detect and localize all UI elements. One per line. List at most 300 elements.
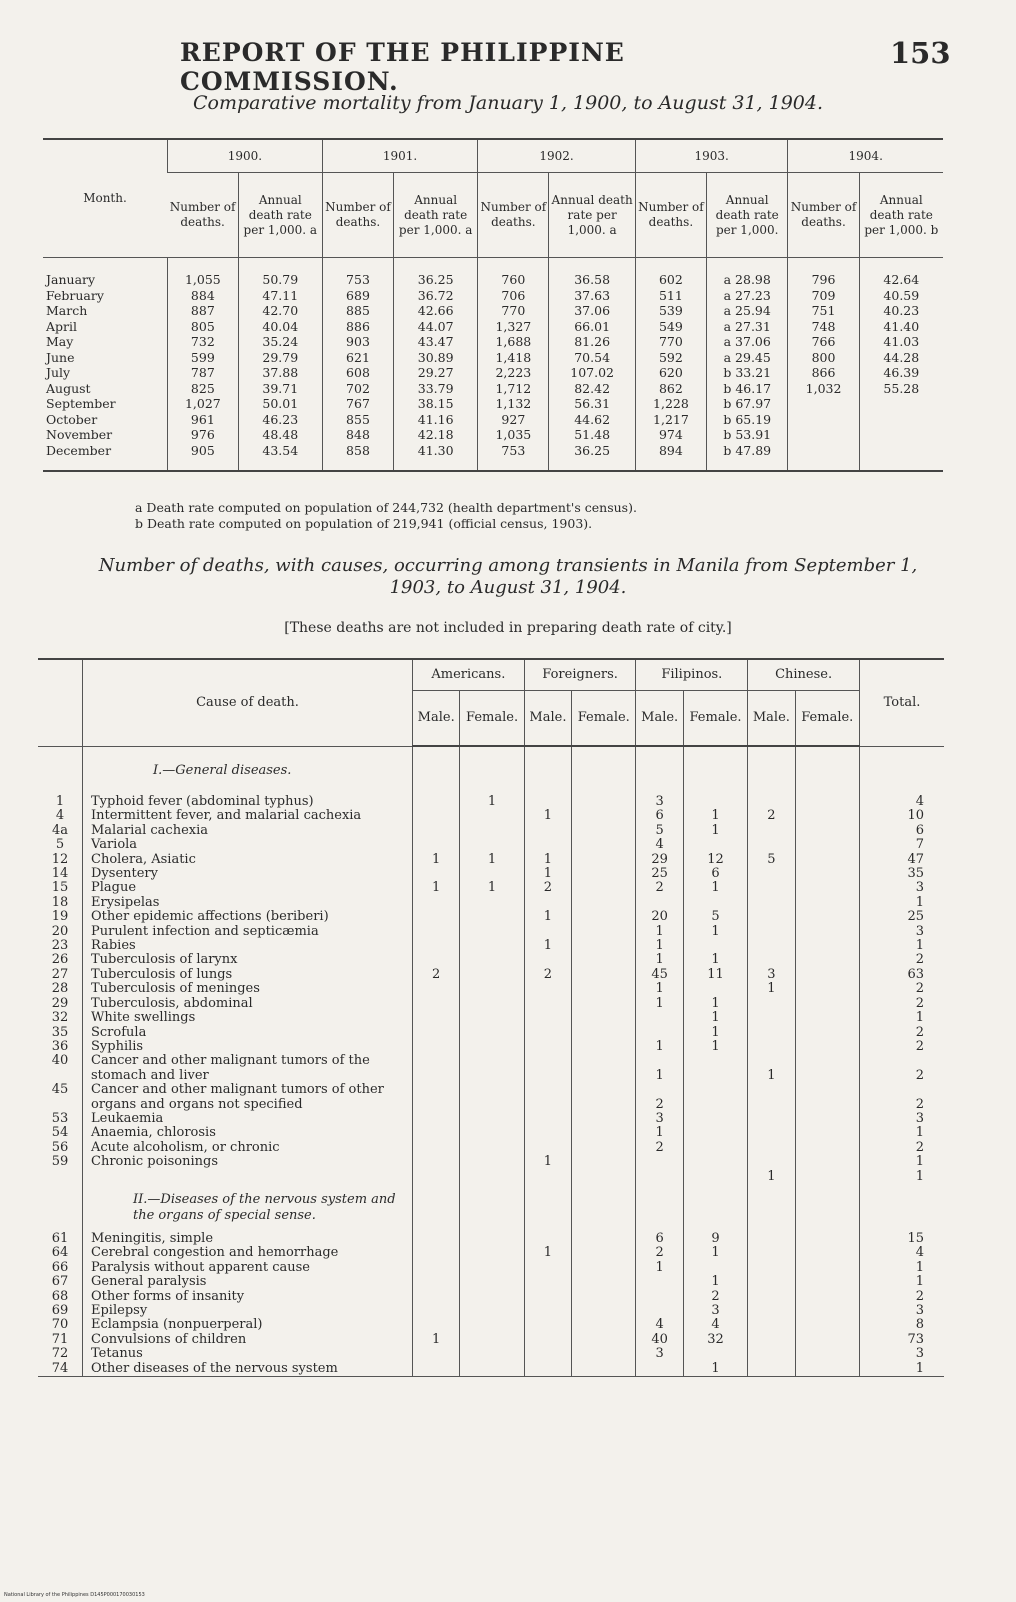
- deaths-header: Number of deaths.: [478, 173, 549, 258]
- count-cell: [460, 1347, 524, 1361]
- cause-name: Other forms of insanity: [83, 1290, 413, 1304]
- total-cell: 2: [860, 953, 945, 967]
- count-cell: [413, 1246, 460, 1260]
- value-cell: 42.18: [394, 427, 478, 443]
- empty-cell: [524, 1184, 571, 1232]
- count-cell: [413, 1155, 460, 1169]
- row-number: 1: [55, 794, 65, 809]
- count-cell: 29: [636, 853, 683, 867]
- count-cell: 1: [636, 982, 683, 996]
- count-cell: 2: [636, 1083, 683, 1112]
- table-row: [38, 925, 944, 939]
- value-cell: 42.64: [859, 258, 943, 288]
- count-cell: [413, 925, 460, 939]
- count-cell: [572, 1141, 636, 1155]
- count-cell: [572, 1040, 636, 1054]
- count-cell: [795, 1318, 859, 1332]
- count-cell: [524, 1112, 571, 1126]
- count-cell: [572, 953, 636, 967]
- value-cell: [788, 412, 859, 428]
- total-cell: 4: [860, 795, 945, 809]
- value-cell: 46.23: [238, 412, 322, 428]
- count-cell: [460, 982, 524, 996]
- count-cell: [683, 982, 747, 996]
- count-cell: [413, 1126, 460, 1140]
- count-cell: [795, 853, 859, 867]
- row-number: 53: [51, 1110, 69, 1126]
- month-cell: August: [46, 380, 91, 396]
- row-number: 36: [51, 1038, 69, 1054]
- cause-name: Intermittent fever, and malarial cachexia: [83, 809, 413, 823]
- count-cell: 2: [524, 968, 571, 982]
- value-cell: 1,712: [478, 381, 549, 397]
- total-cell: 47: [860, 853, 945, 867]
- value-cell: 40.23: [859, 303, 943, 319]
- count-cell: 1: [413, 853, 460, 867]
- count-cell: 1: [636, 997, 683, 1011]
- value-cell: 56.31: [549, 396, 635, 412]
- table-row: [38, 982, 944, 996]
- count-cell: [795, 1155, 859, 1169]
- month-cell: January: [46, 272, 96, 288]
- value-cell: [859, 427, 943, 443]
- value-cell: 511: [635, 288, 706, 304]
- count-cell: [795, 838, 859, 852]
- count-cell: [460, 824, 524, 838]
- value-cell: a 25.94: [707, 303, 788, 319]
- section-row: [38, 746, 944, 795]
- value-cell: 38.15: [394, 396, 478, 412]
- row-number: [38, 746, 83, 795]
- count-cell: [413, 1261, 460, 1275]
- cause-name: Epilepsy: [83, 1304, 413, 1318]
- value-cell: 848: [322, 427, 393, 443]
- group-header: Foreigners.: [524, 659, 636, 691]
- value-cell: 787: [168, 365, 239, 381]
- count-cell: [524, 1290, 571, 1304]
- value-cell: b 53.91: [707, 427, 788, 443]
- count-cell: [748, 1261, 795, 1275]
- value-cell: 894: [635, 443, 706, 472]
- value-cell: b 33.21: [707, 365, 788, 381]
- count-cell: [795, 809, 859, 823]
- count-cell: 4: [636, 1318, 683, 1332]
- count-cell: [795, 1333, 859, 1347]
- count-cell: [460, 838, 524, 852]
- value-cell: 862: [635, 381, 706, 397]
- value-cell: 1,418: [478, 350, 549, 366]
- table-row: [38, 968, 944, 982]
- cause-name: Tetanus: [83, 1347, 413, 1361]
- count-cell: [683, 838, 747, 852]
- count-cell: [572, 1304, 636, 1318]
- count-cell: [795, 1083, 859, 1112]
- count-cell: 3: [748, 968, 795, 982]
- count-cell: [460, 867, 524, 881]
- count-cell: [413, 1112, 460, 1126]
- count-cell: [795, 1290, 859, 1304]
- count-cell: 1: [683, 1040, 747, 1054]
- row-number: 40: [51, 1053, 69, 1069]
- value-cell: 39.71: [238, 381, 322, 397]
- value-cell: 33.79: [394, 381, 478, 397]
- count-cell: [524, 1054, 571, 1083]
- value-cell: 592: [635, 350, 706, 366]
- empty-cell: [795, 746, 859, 795]
- count-cell: [524, 1261, 571, 1275]
- count-cell: [460, 910, 524, 924]
- count-cell: [413, 838, 460, 852]
- cause-name: Variola: [83, 838, 413, 852]
- value-cell: 46.39: [859, 365, 943, 381]
- count-cell: 5: [748, 853, 795, 867]
- count-cell: [413, 1054, 460, 1083]
- count-cell: [460, 939, 524, 953]
- value-cell: 35.24: [238, 334, 322, 350]
- deaths-header: Number of deaths.: [322, 173, 393, 258]
- count-cell: [748, 1011, 795, 1025]
- value-cell: 50.01: [238, 396, 322, 412]
- total-cell: 2: [860, 1040, 945, 1054]
- count-cell: [413, 1318, 460, 1332]
- count-cell: [748, 1083, 795, 1112]
- value-cell: 608: [322, 365, 393, 381]
- count-cell: [795, 1362, 859, 1377]
- count-cell: [413, 1170, 460, 1184]
- cause-name: Syphilis: [83, 1040, 413, 1054]
- table-row: [38, 939, 944, 953]
- count-cell: [748, 1318, 795, 1332]
- cause-name: Tuberculosis of lungs: [83, 968, 413, 982]
- count-cell: [413, 824, 460, 838]
- value-cell: a 27.31: [707, 319, 788, 335]
- value-cell: 855: [322, 412, 393, 428]
- cause-name: Paralysis without apparent cause: [83, 1261, 413, 1275]
- value-cell: 866: [788, 365, 859, 381]
- rate-header: Annual death rate per 1,000. a: [549, 173, 635, 258]
- value-cell: 82.42: [549, 381, 635, 397]
- empty-cell: [683, 746, 747, 795]
- total-cell: 6: [860, 824, 945, 838]
- count-cell: 9: [683, 1232, 747, 1246]
- count-cell: [524, 1011, 571, 1025]
- value-cell: 1,327: [478, 319, 549, 335]
- rate-header: Annual death rate per 1,000.: [707, 173, 788, 258]
- row-number: 28: [51, 981, 69, 997]
- count-cell: [636, 1275, 683, 1289]
- count-cell: 1: [524, 809, 571, 823]
- row-number: 20: [51, 923, 69, 939]
- count-cell: [795, 997, 859, 1011]
- row-number: 67: [51, 1274, 69, 1290]
- count-cell: 1: [683, 997, 747, 1011]
- total-cell: 2: [860, 1141, 945, 1155]
- table-row: [43, 319, 943, 335]
- count-cell: [524, 1232, 571, 1246]
- count-cell: [748, 925, 795, 939]
- value-cell: 887: [168, 303, 239, 319]
- row-number: 23: [51, 938, 69, 954]
- female-header: Female.: [460, 691, 524, 747]
- count-cell: [460, 1054, 524, 1083]
- count-cell: [413, 1141, 460, 1155]
- count-cell: [572, 968, 636, 982]
- count-cell: [748, 838, 795, 852]
- row-number: 29: [51, 995, 69, 1011]
- count-cell: [683, 939, 747, 953]
- count-cell: [795, 881, 859, 895]
- table-row: [38, 1141, 944, 1155]
- page-number: 153: [890, 36, 951, 70]
- count-cell: [460, 1011, 524, 1025]
- count-cell: [572, 809, 636, 823]
- count-cell: [524, 1362, 571, 1377]
- count-cell: [683, 1083, 747, 1112]
- table-row: [38, 1112, 944, 1126]
- section-heading: II.—Diseases of the nervous system and the organs of special sense.: [83, 1184, 413, 1232]
- total-cell: 1: [860, 1155, 945, 1169]
- count-cell: [795, 1141, 859, 1155]
- count-cell: [413, 1275, 460, 1289]
- row-number: 5: [55, 837, 65, 853]
- value-cell: 751: [788, 303, 859, 319]
- value-cell: 1,688: [478, 334, 549, 350]
- count-cell: [748, 1304, 795, 1318]
- total-cell: 25: [860, 910, 945, 924]
- count-cell: [636, 896, 683, 910]
- count-cell: [572, 1026, 636, 1040]
- value-cell: 961: [168, 412, 239, 428]
- count-cell: [524, 1275, 571, 1289]
- value-cell: 29.79: [238, 350, 322, 366]
- male-header: Male.: [636, 691, 683, 747]
- female-header: Female.: [572, 691, 636, 747]
- male-header: Male.: [748, 691, 795, 747]
- value-cell: 37.63: [549, 288, 635, 304]
- count-cell: [748, 1040, 795, 1054]
- value-cell: b 47.89: [707, 443, 788, 472]
- count-cell: [460, 925, 524, 939]
- cause-name: Leukaemia: [83, 1112, 413, 1126]
- value-cell: [788, 396, 859, 412]
- table-row: [38, 896, 944, 910]
- count-cell: 6: [683, 867, 747, 881]
- count-cell: [572, 1246, 636, 1260]
- count-cell: [572, 881, 636, 895]
- count-cell: [572, 982, 636, 996]
- table-row: [38, 1054, 944, 1083]
- count-cell: [795, 1126, 859, 1140]
- table-row: [38, 867, 944, 881]
- table-row: [38, 853, 944, 867]
- value-cell: 884: [168, 288, 239, 304]
- value-cell: 760: [478, 258, 549, 288]
- count-cell: [572, 824, 636, 838]
- value-cell: 709: [788, 288, 859, 304]
- count-cell: [524, 982, 571, 996]
- count-cell: 3: [636, 1112, 683, 1126]
- row-number: 70: [51, 1317, 69, 1333]
- count-cell: [748, 1141, 795, 1155]
- value-cell: 770: [478, 303, 549, 319]
- footnote-a: a Death rate computed on population of 244,732 (health department's census).: [135, 500, 637, 515]
- table-row: [38, 1362, 944, 1377]
- value-cell: 2,223: [478, 365, 549, 381]
- count-cell: [748, 1347, 795, 1361]
- count-cell: [795, 1347, 859, 1361]
- value-cell: 107.02: [549, 365, 635, 381]
- count-cell: [636, 1011, 683, 1025]
- value-cell: 549: [635, 319, 706, 335]
- count-cell: [460, 1290, 524, 1304]
- count-cell: 25: [636, 867, 683, 881]
- value-cell: 42.70: [238, 303, 322, 319]
- count-cell: [460, 953, 524, 967]
- count-cell: [636, 1304, 683, 1318]
- value-cell: 43.54: [238, 443, 322, 472]
- empty-cell: [860, 746, 945, 795]
- total-cell: 8: [860, 1318, 945, 1332]
- value-cell: 81.26: [549, 334, 635, 350]
- count-cell: 3: [683, 1304, 747, 1318]
- cause-name: Cancer and other malignant tumors of other organs and organs not specified: [83, 1083, 413, 1112]
- table-row: [38, 1333, 944, 1347]
- value-cell: 753: [322, 258, 393, 288]
- value-cell: 621: [322, 350, 393, 366]
- count-cell: [460, 1246, 524, 1260]
- cause-name: Other epidemic affections (beriberi): [83, 910, 413, 924]
- empty-cell: [524, 746, 571, 795]
- count-cell: [636, 1026, 683, 1040]
- table-row: [43, 350, 943, 366]
- count-cell: [795, 1261, 859, 1275]
- value-cell: a 28.98: [707, 258, 788, 288]
- count-cell: [460, 1155, 524, 1169]
- value-cell: 748: [788, 319, 859, 335]
- count-cell: [683, 795, 747, 809]
- count-cell: [460, 968, 524, 982]
- value-cell: b 46.17: [707, 381, 788, 397]
- count-cell: [636, 1290, 683, 1304]
- cause-name: Convulsions of children: [83, 1333, 413, 1347]
- cause-name: Cholera, Asiatic: [83, 853, 413, 867]
- count-cell: [748, 953, 795, 967]
- month-cell: October: [46, 411, 98, 427]
- row-number: 27: [51, 966, 69, 982]
- count-cell: 45: [636, 968, 683, 982]
- count-cell: 1: [683, 1246, 747, 1260]
- value-cell: 1,228: [635, 396, 706, 412]
- count-cell: 1: [683, 953, 747, 967]
- table-row: [38, 1155, 944, 1169]
- count-cell: [460, 809, 524, 823]
- count-cell: [413, 867, 460, 881]
- deaths-header: Number of deaths.: [788, 173, 859, 258]
- count-cell: [572, 1347, 636, 1361]
- count-cell: 4: [636, 838, 683, 852]
- count-cell: [748, 1362, 795, 1377]
- count-cell: [413, 953, 460, 967]
- total-cell: 4: [860, 1246, 945, 1260]
- value-cell: 40.59: [859, 288, 943, 304]
- cause-name: Meningitis, simple: [83, 1232, 413, 1246]
- value-cell: 44.28: [859, 350, 943, 366]
- value-cell: 41.40: [859, 319, 943, 335]
- value-cell: 539: [635, 303, 706, 319]
- deaths-header: Number of deaths.: [168, 173, 239, 258]
- count-cell: 12: [683, 853, 747, 867]
- count-cell: [524, 953, 571, 967]
- table-row: [38, 953, 944, 967]
- count-cell: [413, 1232, 460, 1246]
- count-cell: [572, 1232, 636, 1246]
- cause-name: Dysentery: [83, 867, 413, 881]
- table-row: [38, 1083, 944, 1112]
- count-cell: [795, 939, 859, 953]
- count-cell: [795, 925, 859, 939]
- count-cell: [748, 1026, 795, 1040]
- value-cell: 974: [635, 427, 706, 443]
- table-row: [38, 1347, 944, 1361]
- row-number: 4: [55, 808, 65, 824]
- count-cell: [795, 1232, 859, 1246]
- count-cell: [413, 1347, 460, 1361]
- total-cell: 1: [860, 1170, 945, 1184]
- count-cell: [683, 1170, 747, 1184]
- month-cell: December: [43, 443, 168, 472]
- count-cell: [795, 1112, 859, 1126]
- total-cell: 2: [860, 1290, 945, 1304]
- cause-name: General paralysis: [83, 1275, 413, 1289]
- cause-name: [83, 1170, 413, 1184]
- causes-caption-line-1: Number of deaths, with causes, occurring among transients in Manila from September 1,: [98, 555, 918, 576]
- count-cell: [572, 1112, 636, 1126]
- value-cell: 858: [322, 443, 393, 472]
- row-number: [38, 1170, 83, 1184]
- table-row: [38, 1170, 944, 1184]
- count-cell: [572, 939, 636, 953]
- count-cell: [413, 997, 460, 1011]
- count-cell: [572, 1362, 636, 1377]
- total-cell: 3: [860, 881, 945, 895]
- value-cell: a 37.06: [707, 334, 788, 350]
- table-row: [38, 1275, 944, 1289]
- count-cell: [795, 896, 859, 910]
- value-cell: 796: [788, 258, 859, 288]
- total-cell: 73: [860, 1333, 945, 1347]
- table-row: [43, 288, 943, 304]
- count-cell: [572, 838, 636, 852]
- total-cell: 3: [860, 1304, 945, 1318]
- total-cell: 3: [860, 1112, 945, 1126]
- year-header: 1904.: [788, 139, 943, 173]
- count-cell: 3: [636, 1347, 683, 1361]
- count-cell: [748, 1232, 795, 1246]
- count-cell: [460, 1112, 524, 1126]
- cause-name: Cancer and other malignant tumors of the stomach and liver: [83, 1054, 413, 1083]
- count-cell: [748, 910, 795, 924]
- row-number: 54: [51, 1125, 69, 1141]
- female-header: Female.: [795, 691, 859, 747]
- value-cell: 47.11: [238, 288, 322, 304]
- empty-cell: [572, 1184, 636, 1232]
- count-cell: [572, 1155, 636, 1169]
- row-number: 69: [51, 1303, 69, 1318]
- count-cell: [683, 1261, 747, 1275]
- count-cell: [795, 1040, 859, 1054]
- group-header: Americans.: [413, 659, 525, 691]
- count-cell: [460, 1083, 524, 1112]
